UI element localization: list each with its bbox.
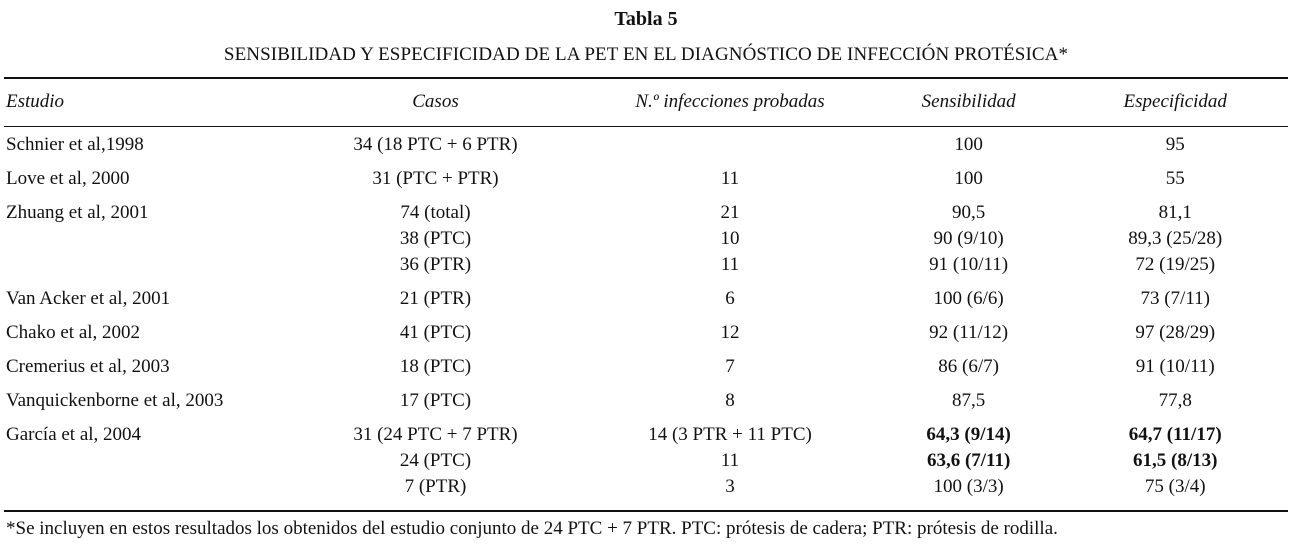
table-title: Tabla 5 [614, 8, 678, 30]
cell-infecciones: 10 [720, 228, 740, 249]
cell-especificidad: 91 (10/11) [1135, 356, 1215, 377]
cell-infecciones: 11 [720, 254, 740, 275]
cell-sensibilidad: 90,5 [952, 202, 986, 223]
cell-especificidad: 81,1 [1158, 202, 1192, 223]
cell-especificidad: 64,7 (11/17) [1128, 424, 1222, 445]
cell-infecciones [585, 126, 875, 158]
table-row [4, 380, 1288, 414]
cell-sensibilidad: 87,5 [952, 390, 986, 411]
cell-estudio: Love et al, 2000 [6, 168, 130, 189]
cell-casos: 17 (PTC) [399, 390, 472, 411]
cell-estudio: Chako et al, 2002 [6, 322, 141, 343]
header-casos: Casos [412, 91, 459, 112]
cell-especificidad: 55 [1165, 168, 1185, 189]
cell-infecciones: 3 [725, 476, 735, 497]
cell-infecciones: 7 [725, 356, 735, 377]
cell-estudio [4, 226, 286, 252]
cell-estudio [4, 448, 286, 474]
cell-sensibilidad: 92 (11/12) [929, 322, 1009, 343]
cell-estudio: Zhuang et al, 2001 [6, 202, 149, 223]
table-row [4, 474, 1288, 500]
cell-sensibilidad: 100 [954, 134, 983, 155]
table-row [4, 278, 1288, 312]
cell-casos: 38 (PTC) [399, 228, 472, 249]
header-row [4, 78, 1288, 126]
cell-infecciones: 21 [720, 202, 740, 223]
cell-sensibilidad: 91 (10/11) [929, 254, 1009, 275]
cell-casos: 41 (PTC) [399, 322, 472, 343]
cell-sensibilidad: 100 (3/3) [933, 476, 1004, 497]
cell-infecciones: 11 [720, 168, 740, 189]
cell-casos: 31 (PTC + PTR) [372, 168, 499, 189]
bottom-rule [4, 510, 1288, 512]
table-row [4, 414, 1288, 448]
cell-casos: 18 (PTC) [399, 356, 472, 377]
header-especificidad: Especificidad [1123, 91, 1227, 112]
cell-estudio: Cremerius et al, 2003 [6, 356, 170, 377]
table-row [4, 192, 1288, 226]
table-row [4, 158, 1288, 192]
cell-infecciones: 12 [720, 322, 740, 343]
cell-estudio [4, 474, 286, 500]
cell-estudio: García et al, 2004 [6, 424, 142, 445]
header-sensibilidad: Sensibilidad [921, 91, 1016, 112]
cell-casos: 74 (total) [400, 202, 471, 223]
table-row [4, 312, 1288, 346]
cell-sensibilidad: 100 [954, 168, 983, 189]
cell-sensibilidad: 86 (6/7) [938, 356, 999, 377]
cell-sensibilidad: 100 (6/6) [933, 288, 1004, 309]
cell-casos: 21 (PTR) [399, 288, 472, 309]
cell-especificidad: 89,3 (25/28) [1128, 228, 1223, 249]
table-footnote: *Se incluyen en estos resultados los obtenidos del estudio conjunto de 24 PTC + 7 PTR. PTC: prótesis de cadera; PTR: prótesis de rodilla. [6, 518, 1058, 539]
cell-especificidad: 61,5 (8/13) [1133, 450, 1218, 471]
table-row [4, 252, 1288, 278]
cell-casos: 36 (PTR) [399, 254, 472, 275]
cell-sensibilidad: 90 (9/10) [933, 228, 1004, 249]
cell-estudio [4, 252, 286, 278]
header-infecciones: N.º infecciones probadas [635, 91, 825, 112]
cell-estudio: Schnier et al,1998 [6, 134, 144, 155]
cell-infecciones: 6 [725, 288, 735, 309]
cell-especificidad: 77,8 [1158, 390, 1192, 411]
cell-sensibilidad: 63,6 (7/11) [926, 450, 1011, 471]
table-subtitle: SENSIBILIDAD Y ESPECIFICIDAD DE LA PET EN EL DIAGNÓSTICO DE INFECCIÓN PROTÉSICA* [223, 44, 1069, 65]
cell-especificidad: 73 (7/11) [1140, 288, 1210, 309]
cell-casos: 7 (PTR) [404, 476, 467, 497]
cell-sensibilidad: 64,3 (9/14) [926, 424, 1011, 445]
header-estudio: Estudio [6, 91, 65, 112]
cell-casos: 24 (PTC) [399, 450, 472, 471]
table-row [4, 226, 1288, 252]
cell-casos: 34 (18 PTC + 6 PTR) [353, 134, 518, 155]
cell-especificidad: 95 [1165, 134, 1185, 155]
cell-especificidad: 72 (19/25) [1135, 254, 1216, 275]
table-row [4, 126, 1288, 158]
table-row [4, 346, 1288, 380]
cell-casos: 31 (24 PTC + 7 PTR) [353, 424, 518, 445]
cell-especificidad: 75 (3/4) [1144, 476, 1206, 497]
cell-estudio: Vanquickenborne et al, 2003 [6, 390, 224, 411]
results-table [4, 78, 1288, 500]
cell-infecciones: 8 [725, 390, 735, 411]
cell-infecciones: 14 (3 PTR + 11 PTC) [648, 424, 812, 445]
cell-especificidad: 97 (28/29) [1135, 322, 1216, 343]
cell-infecciones: 11 [720, 450, 740, 471]
table-row [4, 448, 1288, 474]
cell-estudio: Van Acker et al, 2001 [6, 288, 171, 309]
